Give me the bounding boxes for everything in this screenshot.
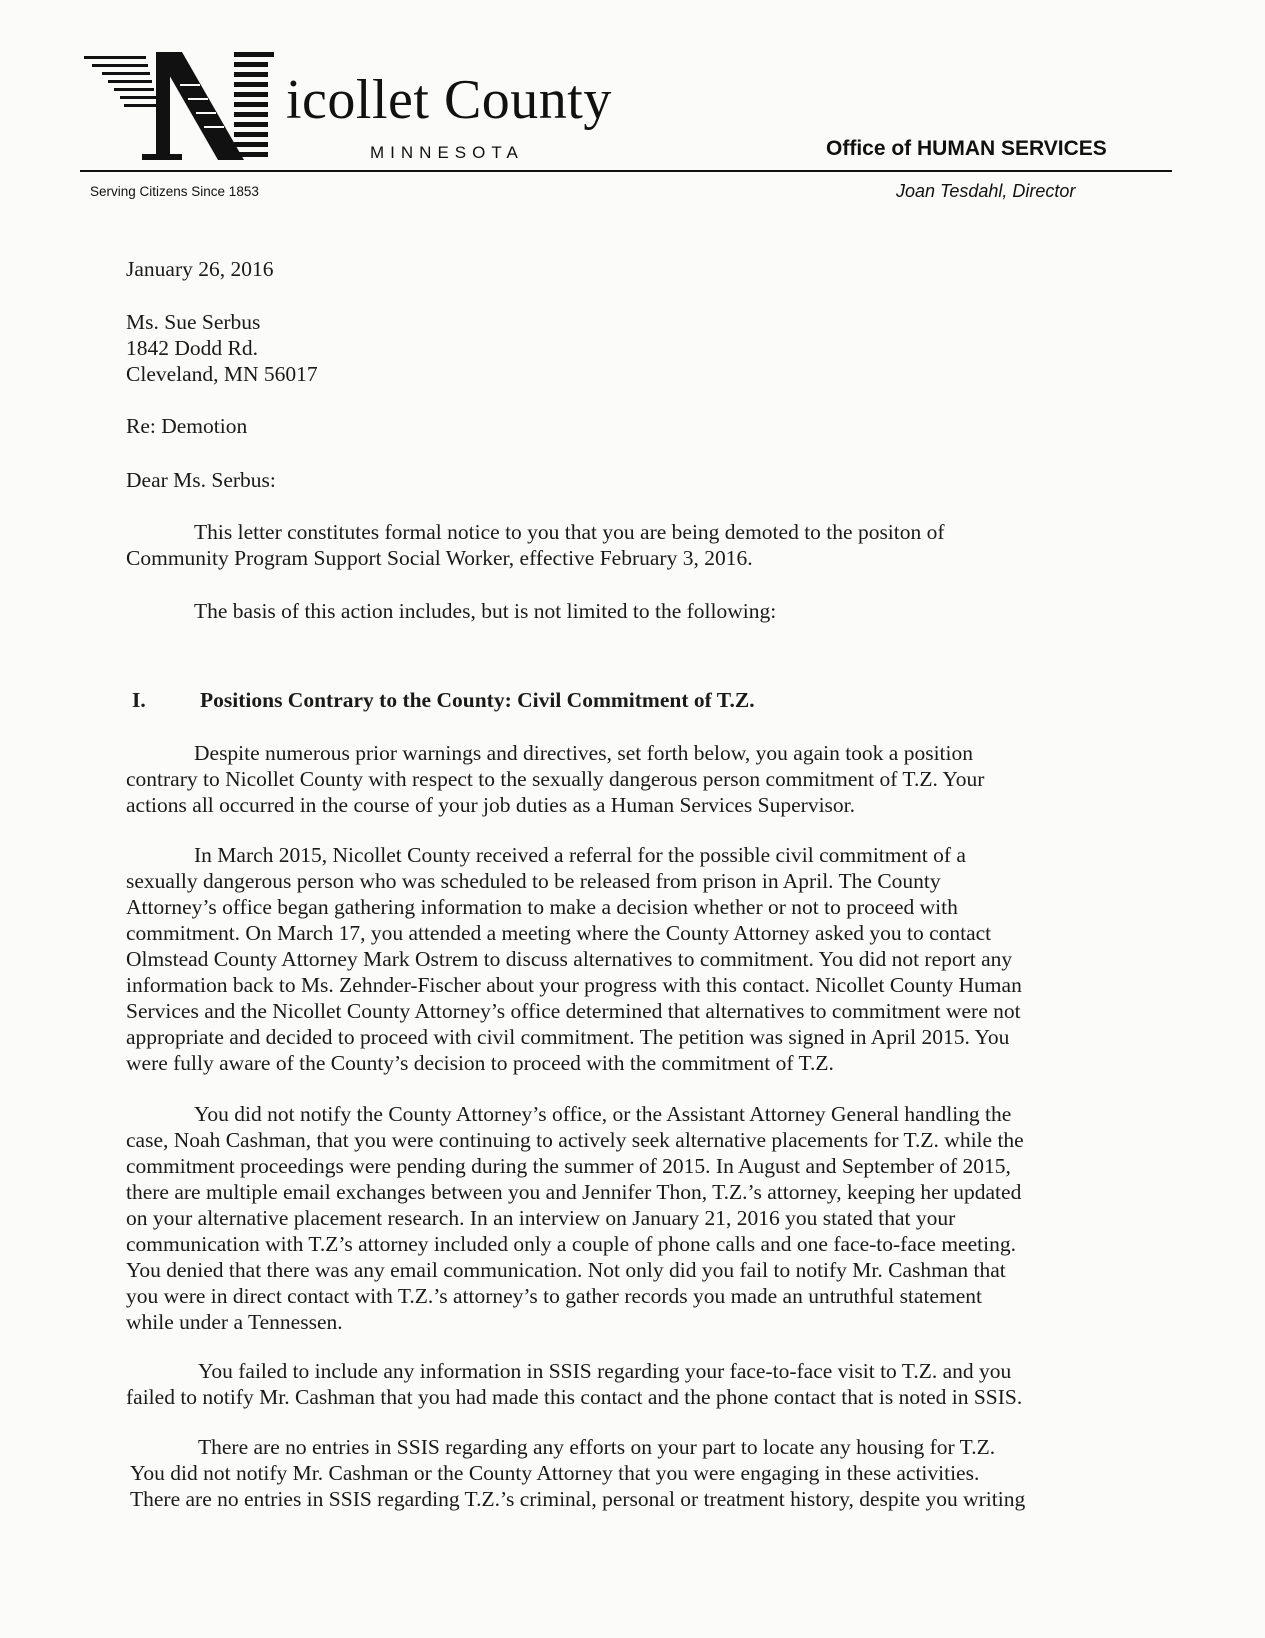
paragraph-line: Services and the Nicollet County Attorney’s office determined that alternatives to commitment were not: [126, 999, 1021, 1023]
paragraph-line: Attorney’s office began gathering information to make a decision whether or not to proceed with: [126, 895, 958, 919]
salutation: Dear Ms. Serbus:: [126, 468, 276, 492]
state-name: MINNESOTA: [370, 143, 524, 162]
paragraph-line: actions all occurred in the course of your job duties as a Human Services Supervisor.: [126, 793, 856, 817]
director-name: Joan Tesdahl, Director: [896, 181, 1076, 201]
tagline: Serving Citizens Since 1853: [90, 184, 259, 199]
paragraph-line: were fully aware of the County’s decision to proceed with the commitment of T.Z.: [126, 1051, 834, 1075]
paragraph-line: failed to notify Mr. Cashman that you had made this contact and the phone contact that is noted in SSIS.: [126, 1385, 1023, 1409]
paragraph-line: commitment. On March 17, you attended a meeting where the County Attorney asked you to contact: [126, 921, 992, 945]
letterhead-divider: [80, 170, 1172, 172]
paragraph-line: There are no entries in SSIS regarding any efforts on your part to locate any housing for T.Z.: [198, 1435, 996, 1459]
paragraph-line: You did not notify the County Attorney’s office, or the Assistant Attorney General handling the: [194, 1102, 1012, 1126]
paragraph-line: Community Program Support Social Worker, effective February 3, 2016.: [126, 546, 753, 570]
body-paragraph-3: [126, 1101, 1024, 1335]
paragraph-line: appropriate and decided to proceed with civil commitment. The petition was signed in April 2015. You: [126, 1025, 1010, 1049]
nicollet-n-logo-icon: [84, 44, 284, 174]
paragraph-line: You failed to include any information in SSIS regarding your face-to-face visit to T.Z. and you: [198, 1359, 1012, 1383]
county-name: icollet County: [286, 69, 612, 131]
body-paragraph-4: [126, 1358, 1022, 1410]
subject-line: Re: Demotion: [126, 414, 248, 438]
paragraph-line: contrary to Nicollet County with respect to the sexually dangerous person commitment of T.Z. Your: [126, 767, 985, 791]
paragraph-line: You did not notify Mr. Cashman or the County Attorney that you were engaging in these activities.: [130, 1461, 980, 1485]
paragraph-line: sexually dangerous person who was scheduled to be released from prison in April. The County: [126, 869, 941, 893]
paragraph-line: information back to Ms. Zehnder-Fischer about your progress with this contact. Nicollet County Human: [126, 973, 1022, 997]
body-paragraph-5: [130, 1434, 1025, 1512]
section-number: I.: [132, 688, 146, 712]
paragraph-line: Despite numerous prior warnings and directives, set forth below, you again took a position: [194, 741, 974, 765]
recipient-street: 1842 Dodd Rd.: [126, 336, 258, 360]
paragraph-line: case, Noah Cashman, that you were continuing to actively seek alternative placements for T.Z. while the: [126, 1128, 1024, 1152]
recipient-city: Cleveland, MN 56017: [126, 362, 318, 386]
paragraph-line: In March 2015, Nicollet County received a referral for the possible civil commitment of a: [194, 843, 966, 867]
office-name: Office of HUMAN SERVICES: [826, 137, 1107, 160]
section-title: Positions Contrary to the County: Civil Commitment of T.Z.: [200, 688, 755, 712]
paragraph-line: Olmstead County Attorney Mark Ostrem to discuss alternatives to commitment. You did not report any: [126, 947, 1013, 971]
body-paragraph-1: [126, 740, 984, 818]
paragraph-line: communication with T.Z’s attorney included only a couple of phone calls and one face-to-face meeting.: [126, 1232, 1016, 1256]
recipient-address: [126, 309, 318, 387]
paragraph-line: There are no entries in SSIS regarding T.Z.’s criminal, personal or treatment history, despite you writing: [130, 1487, 1026, 1511]
body-paragraph-2: [126, 842, 1022, 1076]
paragraph-line: You denied that there was any email communication. Not only did you fail to notify Mr. Cashman that: [126, 1258, 1006, 1282]
intro-paragraph: [126, 519, 945, 571]
basis-statement: The basis of this action includes, but is not limited to the following:: [194, 599, 777, 623]
recipient-name: Ms. Sue Serbus: [126, 310, 261, 334]
paragraph-line: This letter constitutes formal notice to you that you are being demoted to the positon of: [194, 520, 945, 544]
letter-date: January 26, 2016: [126, 257, 274, 281]
county-logo: [84, 44, 284, 174]
paragraph-line: you were in direct contact with T.Z.’s attorney’s to gather records you made an untruthful statement: [126, 1284, 982, 1308]
paragraph-line: while under a Tennessen.: [126, 1310, 343, 1334]
paragraph-line: on your alternative placement research. In an interview on January 21, 2016 you stated that your: [126, 1206, 956, 1230]
paragraph-line: commitment proceedings were pending during the summer of 2015. In August and September of 2015,: [126, 1154, 1011, 1178]
paragraph-line: there are multiple email exchanges between you and Jennifer Thon, T.Z.’s attorney, keeping her updated: [126, 1180, 1022, 1204]
